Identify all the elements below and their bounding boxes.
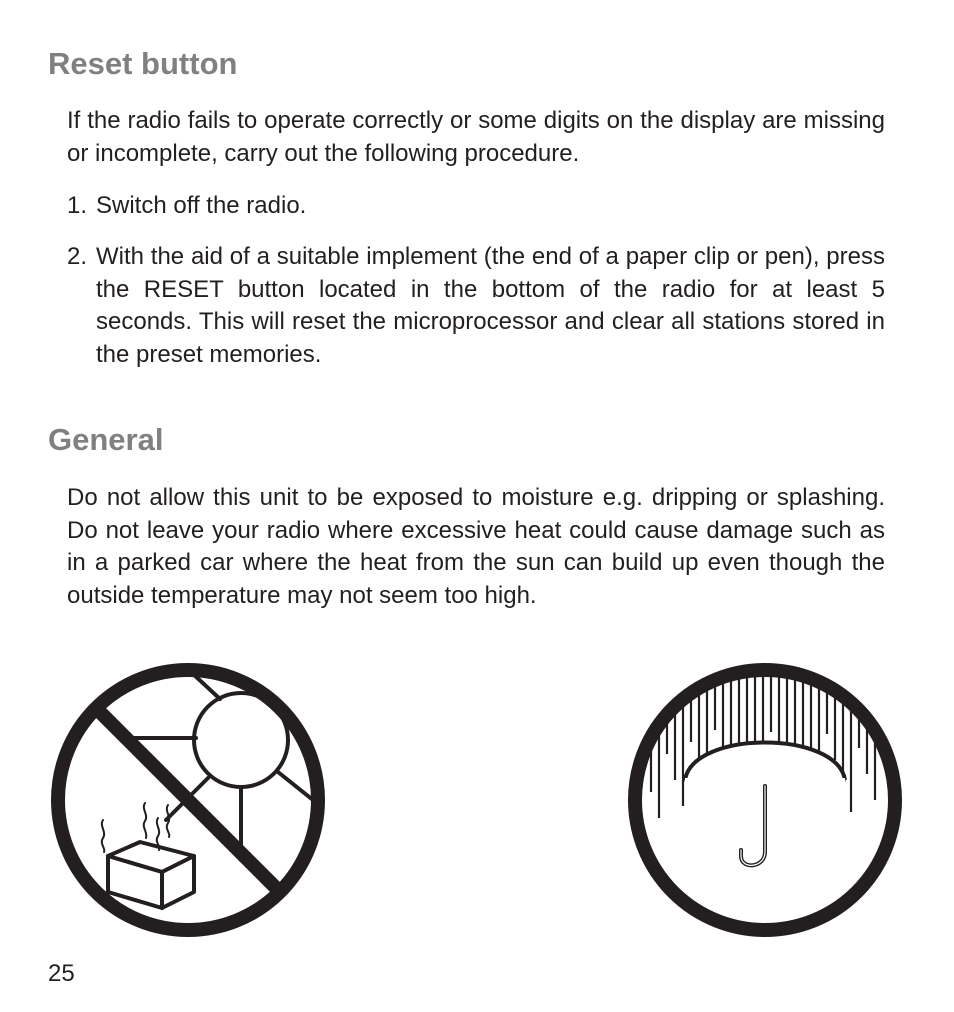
step-text: With the aid of a suitable implement (the end of a paper clip or pen), press the RESET button located in the bottom of the radio for at least 5 seconds. This will reset the microprocessor and clear all stations stored in the preset memories.	[96, 243, 885, 368]
general-heading: General	[48, 422, 164, 457]
step-text: Switch off the radio.	[96, 192, 307, 219]
reset-intro-paragraph: If the radio fails to operate correctly or some digits on the display are missing or incomplete, carry out the following procedure.	[67, 107, 885, 167]
reset-step-1	[67, 190, 885, 223]
general-paragraph: Do not allow this unit to be exposed to moisture e.g. dripping or splashing. Do not leave your radio where excessive heat could cause damage such as in a parked car where the heat from the sun can build up even though the outside temperature may not seem too high.	[67, 484, 885, 609]
page-number: 25	[48, 960, 75, 987]
reset-button-heading: Reset button	[48, 46, 238, 81]
step-number: 2.	[67, 243, 88, 270]
step-number: 1.	[67, 192, 88, 219]
reset-step-2	[67, 241, 885, 371]
no-heat-sun-icon	[48, 660, 328, 940]
keep-dry-umbrella-icon	[625, 660, 905, 940]
